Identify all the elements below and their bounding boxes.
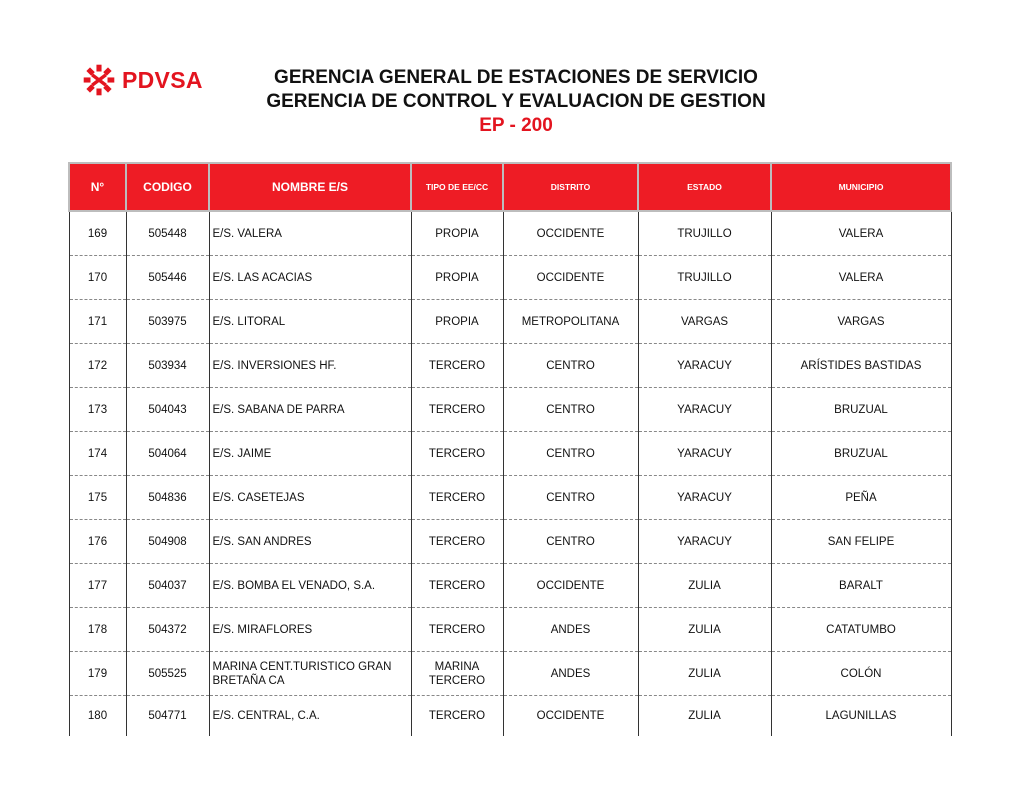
cell-type: PROPIA [411,256,503,300]
cell-district: OCCIDENTE [503,211,638,256]
cell-district: CENTRO [503,388,638,432]
cell-name: E/S. SAN ANDRES [209,520,411,564]
cell-type: TERCERO [411,388,503,432]
cell-municipality: BARALT [771,564,951,608]
cell-number: 173 [69,388,126,432]
cell-district: ANDES [503,608,638,652]
cell-state: ZULIA [638,564,771,608]
table-row [69,652,951,696]
cell-state: TRUJILLO [638,256,771,300]
cell-state: YARACUY [638,388,771,432]
cell-name: E/S. BOMBA EL VENADO, S.A. [209,564,411,608]
table-row [69,608,951,652]
cell-municipality: BRUZUAL [771,432,951,476]
cell-type: TERCERO [411,696,503,737]
col-header-state: ESTADO [638,163,771,211]
cell-number: 176 [69,520,126,564]
cell-state: TRUJILLO [638,211,771,256]
cell-district: CENTRO [503,432,638,476]
document-header [0,66,1024,138]
table-row [69,388,951,432]
cell-district: OCCIDENTE [503,256,638,300]
stations-table [68,162,952,736]
cell-district: OCCIDENTE [503,696,638,737]
cell-number: 178 [69,608,126,652]
cell-number: 180 [69,696,126,737]
cell-type: MARINA TERCERO [411,652,503,696]
cell-state: ZULIA [638,696,771,737]
cell-name: E/S. VALERA [209,211,411,256]
table-row [69,696,951,737]
cell-name: E/S. JAIME [209,432,411,476]
cell-code: 503934 [126,344,209,388]
cell-municipality: VARGAS [771,300,951,344]
cell-type: TERCERO [411,520,503,564]
cell-number: 172 [69,344,126,388]
cell-type: TERCERO [411,432,503,476]
cell-state: YARACUY [638,476,771,520]
cell-name: E/S. SABANA DE PARRA [209,388,411,432]
cell-state: ZULIA [638,652,771,696]
col-header-name: NOMBRE E/S [209,163,411,211]
cell-type: PROPIA [411,211,503,256]
cell-number: 177 [69,564,126,608]
cell-code: 504064 [126,432,209,476]
cell-code: 503975 [126,300,209,344]
cell-state: YARACUY [638,432,771,476]
cell-municipality: CATATUMBO [771,608,951,652]
cell-code: 504908 [126,520,209,564]
col-header-number: N° [69,163,126,211]
cell-name: MARINA CENT.TURISTICO GRAN BRETAÑA CA [209,652,411,696]
cell-district: CENTRO [503,344,638,388]
cell-type: TERCERO [411,344,503,388]
cell-number: 174 [69,432,126,476]
cell-district: CENTRO [503,476,638,520]
table-row [69,476,951,520]
cell-name: E/S. CENTRAL, C.A. [209,696,411,737]
col-header-type: TIPO DE EE/CC [411,163,503,211]
table-row [69,432,951,476]
cell-type: TERCERO [411,476,503,520]
cell-type: PROPIA [411,300,503,344]
cell-district: OCCIDENTE [503,564,638,608]
table-row [69,564,951,608]
table-header-row [69,163,951,211]
cell-state: YARACUY [638,344,771,388]
cell-municipality: LAGUNILLAS [771,696,951,737]
cell-code: 505448 [126,211,209,256]
table-row [69,211,951,256]
cell-municipality: VALERA [771,211,951,256]
document-code: EP - 200 [479,115,553,136]
cell-code: 504771 [126,696,209,737]
cell-municipality: VALERA [771,256,951,300]
cell-number: 169 [69,211,126,256]
cell-state: VARGAS [638,300,771,344]
cell-name: E/S. CASETEJAS [209,476,411,520]
col-header-municipality: MUNICIPIO [771,163,951,211]
brand-name: PDVSA [122,66,203,93]
cell-name: E/S. LAS ACACIAS [209,256,411,300]
cell-district: METROPOLITANA [503,300,638,344]
cell-name: E/S. LITORAL [209,300,411,344]
table-row [69,344,951,388]
cell-code: 504372 [126,608,209,652]
cell-municipality: BRUZUAL [771,388,951,432]
cell-code: 504836 [126,476,209,520]
header-line-1: GERENCIA GENERAL DE ESTACIONES DE SERVICIO [274,67,758,88]
cell-name: E/S. MIRAFLORES [209,608,411,652]
cell-code: 505525 [126,652,209,696]
cell-municipality: COLÓN [771,652,951,696]
cell-municipality: SAN FELIPE [771,520,951,564]
cell-state: ZULIA [638,608,771,652]
cell-name: E/S. INVERSIONES HF. [209,344,411,388]
cell-district: ANDES [503,652,638,696]
col-header-district: DISTRITO [503,163,638,211]
cell-code: 504037 [126,564,209,608]
cell-code: 504043 [126,388,209,432]
header-line-2: GERENCIA DE CONTROL Y EVALUACION DE GESTION [266,91,766,112]
cell-number: 171 [69,300,126,344]
cell-state: YARACUY [638,520,771,564]
cell-type: TERCERO [411,564,503,608]
cell-district: CENTRO [503,520,638,564]
cell-type: TERCERO [411,608,503,652]
col-header-code: CODIGO [126,163,209,211]
cell-number: 170 [69,256,126,300]
table-row [69,520,951,564]
cell-municipality: ARÍSTIDES BASTIDAS [771,344,951,388]
cell-number: 179 [69,652,126,696]
cell-code: 505446 [126,256,209,300]
cell-number: 175 [69,476,126,520]
table-row [69,256,951,300]
cell-municipality: PEÑA [771,476,951,520]
table-row [69,300,951,344]
